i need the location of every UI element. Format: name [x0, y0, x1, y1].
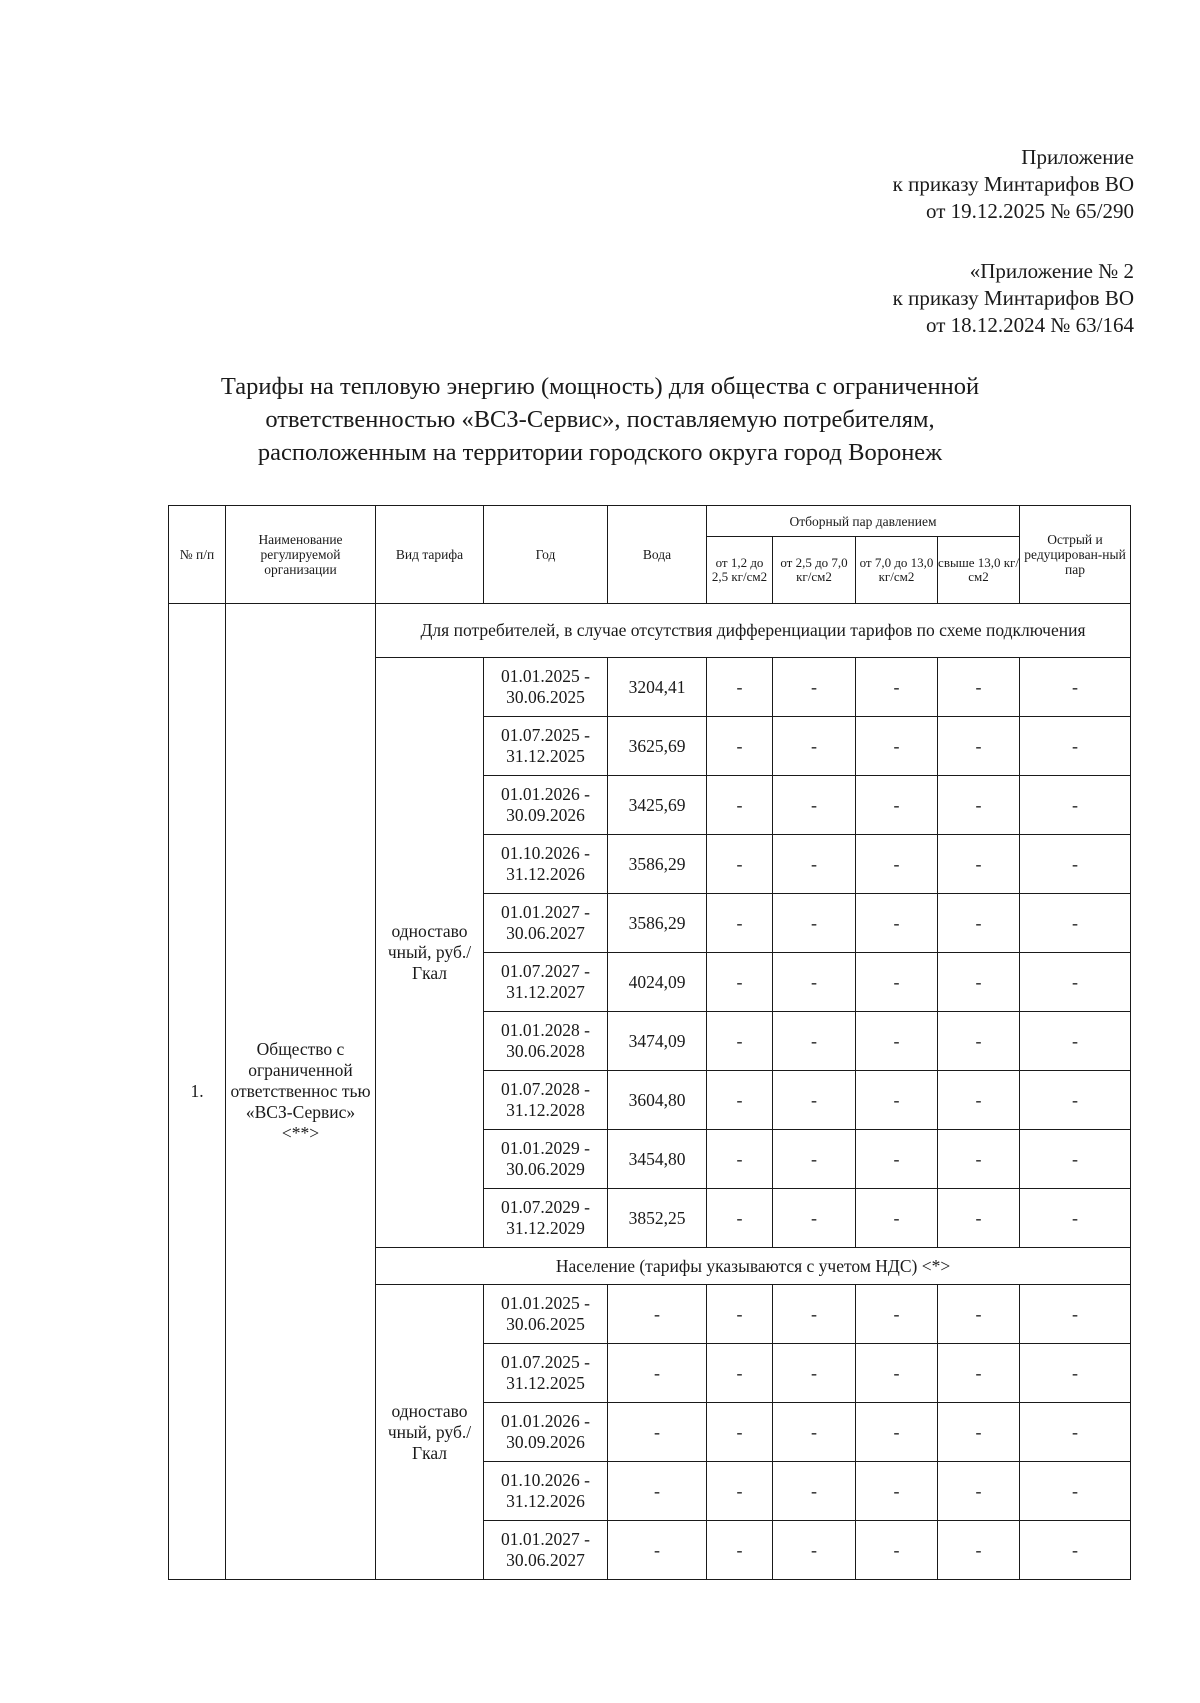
period-cell: 01.01.2026 - 30.09.2026	[484, 1403, 608, 1462]
col-header-steam2: от 2,5 до 7,0 кг/см2	[773, 537, 856, 604]
acute-value-cell: -	[1020, 1285, 1131, 1344]
steam2-value-cell: -	[773, 1012, 856, 1071]
col-header-year: Год	[484, 506, 608, 604]
appendix2-line: «Приложение № 2	[969, 259, 1134, 283]
steam2-value-cell: -	[773, 658, 856, 717]
steam3-value-cell: -	[856, 1521, 938, 1580]
steam4-value-cell: -	[938, 1012, 1020, 1071]
order-date-line: от 19.12.2025 № 65/290	[925, 199, 1134, 223]
steam4-value-cell: -	[938, 1189, 1020, 1248]
period-cell: 01.07.2027 - 31.12.2027	[484, 953, 608, 1012]
acute-value-cell: -	[1020, 1521, 1131, 1580]
acute-value-cell: -	[1020, 1403, 1131, 1462]
steam4-value-cell: -	[938, 1462, 1020, 1521]
water-value-cell: -	[608, 1462, 707, 1521]
organization-name-cell: Общество с ограниченной ответственнос тью «ВСЗ-Сервис» <**>	[226, 604, 376, 1580]
section-title: Население (тарифы указываются с учетом НДС) <*>	[376, 1248, 1131, 1285]
steam4-value-cell: -	[938, 1071, 1020, 1130]
col-header-type: Вид тарифа	[376, 506, 484, 604]
steam1-value-cell: -	[707, 1285, 773, 1344]
title-line: расположенным на территории городского округа город Воронеж	[257, 439, 943, 466]
steam2-value-cell: -	[773, 953, 856, 1012]
water-value-cell: 3625,69	[608, 717, 707, 776]
water-value-cell: 3425,69	[608, 776, 707, 835]
water-value-cell: 3454,80	[608, 1130, 707, 1189]
steam3-value-cell: -	[856, 658, 938, 717]
acute-value-cell: -	[1020, 776, 1131, 835]
steam2-value-cell: -	[773, 1071, 856, 1130]
steam3-value-cell: -	[856, 1285, 938, 1344]
acute-value-cell: -	[1020, 1071, 1131, 1130]
steam4-value-cell: -	[938, 1130, 1020, 1189]
steam3-value-cell: -	[856, 835, 938, 894]
period-cell: 01.01.2027 - 30.06.2027	[484, 1521, 608, 1580]
steam1-value-cell: -	[707, 835, 773, 894]
appendix-line: Приложение	[1021, 145, 1134, 169]
col-header-steam4: свыше 13,0 кг/см2	[938, 537, 1020, 604]
steam2-value-cell: -	[773, 1285, 856, 1344]
steam3-value-cell: -	[856, 894, 938, 953]
col-header-steam3: от 7,0 до 13,0 кг/см2	[856, 537, 938, 604]
steam3-value-cell: -	[856, 1012, 938, 1071]
tariffs-table	[168, 505, 1131, 1580]
water-value-cell: 3474,09	[608, 1012, 707, 1071]
water-value-cell: -	[608, 1344, 707, 1403]
acute-value-cell: -	[1020, 1130, 1131, 1189]
period-cell: 01.01.2027 - 30.06.2027	[484, 894, 608, 953]
steam1-value-cell: -	[707, 717, 773, 776]
steam3-value-cell: -	[856, 776, 938, 835]
acute-value-cell: -	[1020, 1189, 1131, 1248]
order-line: к приказу Минтарифов ВО	[892, 172, 1134, 196]
col-header-steam-group: Отборный пар давлением	[707, 506, 1020, 537]
period-cell: 01.10.2026 - 31.12.2026	[484, 835, 608, 894]
steam2-value-cell: -	[773, 776, 856, 835]
water-value-cell: 3604,80	[608, 1071, 707, 1130]
steam4-value-cell: -	[938, 658, 1020, 717]
acute-value-cell: -	[1020, 658, 1131, 717]
steam4-value-cell: -	[938, 1403, 1020, 1462]
order2-date-line: от 18.12.2024 № 63/164	[925, 313, 1134, 337]
steam1-value-cell: -	[707, 658, 773, 717]
acute-value-cell: -	[1020, 953, 1131, 1012]
tariff-type-cell: одноставо чный, руб./Гкал	[376, 658, 484, 1248]
appendix-header	[893, 144, 1134, 225]
steam2-value-cell: -	[773, 1403, 856, 1462]
steam1-value-cell: -	[707, 1130, 773, 1189]
water-value-cell: -	[608, 1521, 707, 1580]
steam1-value-cell: -	[707, 1189, 773, 1248]
steam3-value-cell: -	[856, 1462, 938, 1521]
steam3-value-cell: -	[856, 1071, 938, 1130]
period-cell: 01.07.2025 - 31.12.2025	[484, 717, 608, 776]
col-header-water: Вода	[608, 506, 707, 604]
steam2-value-cell: -	[773, 1462, 856, 1521]
water-value-cell: -	[608, 1403, 707, 1462]
steam3-value-cell: -	[856, 1344, 938, 1403]
water-value-cell: -	[608, 1285, 707, 1344]
period-cell: 01.07.2029 - 31.12.2029	[484, 1189, 608, 1248]
period-cell: 01.07.2025 - 31.12.2025	[484, 1344, 608, 1403]
steam2-value-cell: -	[773, 835, 856, 894]
steam1-value-cell: -	[707, 1403, 773, 1462]
steam4-value-cell: -	[938, 1285, 1020, 1344]
order2-line: к приказу Минтарифов ВО	[892, 286, 1134, 310]
acute-value-cell: -	[1020, 1012, 1131, 1071]
period-cell: 01.01.2029 - 30.06.2029	[484, 1130, 608, 1189]
col-header-org: Наименование регулируемой организации	[226, 506, 376, 604]
acute-value-cell: -	[1020, 717, 1131, 776]
period-cell: 01.01.2026 - 30.09.2026	[484, 776, 608, 835]
steam1-value-cell: -	[707, 1012, 773, 1071]
period-cell: 01.10.2026 - 31.12.2026	[484, 1462, 608, 1521]
steam1-value-cell: -	[707, 776, 773, 835]
steam3-value-cell: -	[856, 953, 938, 1012]
steam4-value-cell: -	[938, 835, 1020, 894]
steam2-value-cell: -	[773, 717, 856, 776]
steam2-value-cell: -	[773, 1344, 856, 1403]
water-value-cell: 3204,41	[608, 658, 707, 717]
steam1-value-cell: -	[707, 1462, 773, 1521]
tariff-type-cell: одноставо чный, руб./Гкал	[376, 1285, 484, 1580]
section-title: Для потребителей, в случае отсутствия дифференциации тарифов по схеме подключения	[376, 604, 1131, 658]
water-value-cell: 3586,29	[608, 894, 707, 953]
steam3-value-cell: -	[856, 717, 938, 776]
steam2-value-cell: -	[773, 894, 856, 953]
water-value-cell: 4024,09	[608, 953, 707, 1012]
period-cell: 01.01.2025 - 30.06.2025	[484, 1285, 608, 1344]
title-line: ответственностью «ВСЗ-Сервис», поставляемую потребителям,	[265, 406, 935, 433]
acute-value-cell: -	[1020, 1462, 1131, 1521]
col-header-num: № п/п	[169, 506, 226, 604]
steam1-value-cell: -	[707, 953, 773, 1012]
acute-value-cell: -	[1020, 1344, 1131, 1403]
period-cell: 01.01.2028 - 30.06.2028	[484, 1012, 608, 1071]
acute-value-cell: -	[1020, 894, 1131, 953]
steam1-value-cell: -	[707, 1344, 773, 1403]
document-title	[150, 370, 1050, 469]
appendix2-header	[893, 258, 1134, 339]
col-header-steam1: от 1,2 до 2,5 кг/см2	[707, 537, 773, 604]
steam2-value-cell: -	[773, 1521, 856, 1580]
steam2-value-cell: -	[773, 1130, 856, 1189]
steam4-value-cell: -	[938, 953, 1020, 1012]
col-header-acute: Острый и редуцирован-ный пар	[1020, 506, 1131, 604]
steam3-value-cell: -	[856, 1403, 938, 1462]
steam4-value-cell: -	[938, 717, 1020, 776]
steam3-value-cell: -	[856, 1130, 938, 1189]
steam4-value-cell: -	[938, 894, 1020, 953]
steam4-value-cell: -	[938, 1344, 1020, 1403]
steam3-value-cell: -	[856, 1189, 938, 1248]
acute-value-cell: -	[1020, 835, 1131, 894]
title-line: Тарифы на тепловую энергию (мощность) для общества с ограниченной	[220, 373, 980, 400]
steam1-value-cell: -	[707, 894, 773, 953]
steam1-value-cell: -	[707, 1521, 773, 1580]
steam4-value-cell: -	[938, 1521, 1020, 1580]
period-cell: 01.01.2025 - 30.06.2025	[484, 658, 608, 717]
period-cell: 01.07.2028 - 31.12.2028	[484, 1071, 608, 1130]
water-value-cell: 3586,29	[608, 835, 707, 894]
steam2-value-cell: -	[773, 1189, 856, 1248]
steam4-value-cell: -	[938, 776, 1020, 835]
steam1-value-cell: -	[707, 1071, 773, 1130]
row-number-cell: 1.	[169, 604, 226, 1580]
water-value-cell: 3852,25	[608, 1189, 707, 1248]
